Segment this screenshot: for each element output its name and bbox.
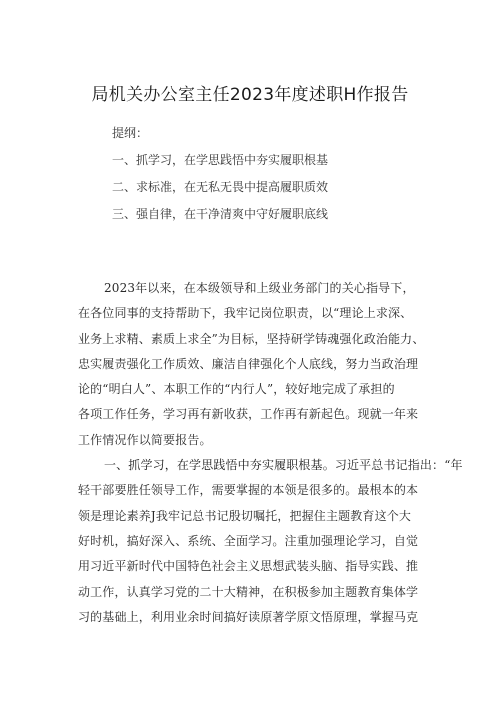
outline-item-2: 二、求标准，在无私无畏中提高履职质效 [112, 180, 329, 194]
section1-first-line [78, 453, 463, 478]
section1-line: 用习近平新时代中国特色社会主义思想武装头脑、指导实践、推 [78, 559, 419, 574]
document-title: 局机关办公室主任2023年度述职H作报告 [91, 85, 409, 105]
intro-line: 在各位同事的支持帮助下，我牢记岗位职责，以“理论上求深、 [78, 306, 413, 321]
section1-line: 动工作，认真学习党的二十大精神，在积极参加主题教育集体学 [78, 584, 419, 599]
body-text [78, 276, 463, 630]
section1-line: 习的基础上，利用业余时间搞好读原著学原文悟原理，掌握马克 [78, 609, 419, 624]
outline-item-3: 三、强自律，在干净清爽中守好履职底线 [112, 207, 329, 221]
section1-line: 轻干部要胜任领导工作，需要掌握的本领是很多的。最根本的本 [78, 483, 419, 498]
section1-heading: 一、抓学习，在学思践悟中夯实履职根基。 [104, 458, 335, 473]
intro-line: 各项工作任务，学习再有新收获，工作再有新起色。现就一年来 [78, 407, 419, 422]
intro-line: 忠实履责强化工作质效、廉洁自律强化个人底线，努力当政治理 [78, 356, 419, 371]
outline-label: 提纲： [112, 126, 149, 140]
section1-line: 好时机，搞好深入、系统、全面学习。注重加强理论学习，自觉 [78, 533, 419, 548]
intro-line: 业务上求精、素质上求全”为目标，坚持研学铸魂强化政治能力、 [78, 331, 425, 346]
section1-first-rest: 习近平总书记指出：“年 [334, 458, 463, 473]
section1-line: 领是理论素养J我牢记总书记殷切嘱托，把握住主题教育这个大 [78, 508, 412, 523]
intro-line: 2023年以来，在本级领导和上级业务部门的关心指导下， [104, 281, 415, 295]
outline-item-1: 一、抓学习，在学思践悟中夯实履职根基 [112, 153, 329, 167]
intro-line: 工作情况作以简要报告。 [78, 432, 212, 447]
intro-line: 论的“明白人”、本职工作的“内行人”，较好地完成了承担的 [78, 382, 395, 397]
outline-block [112, 120, 328, 228]
